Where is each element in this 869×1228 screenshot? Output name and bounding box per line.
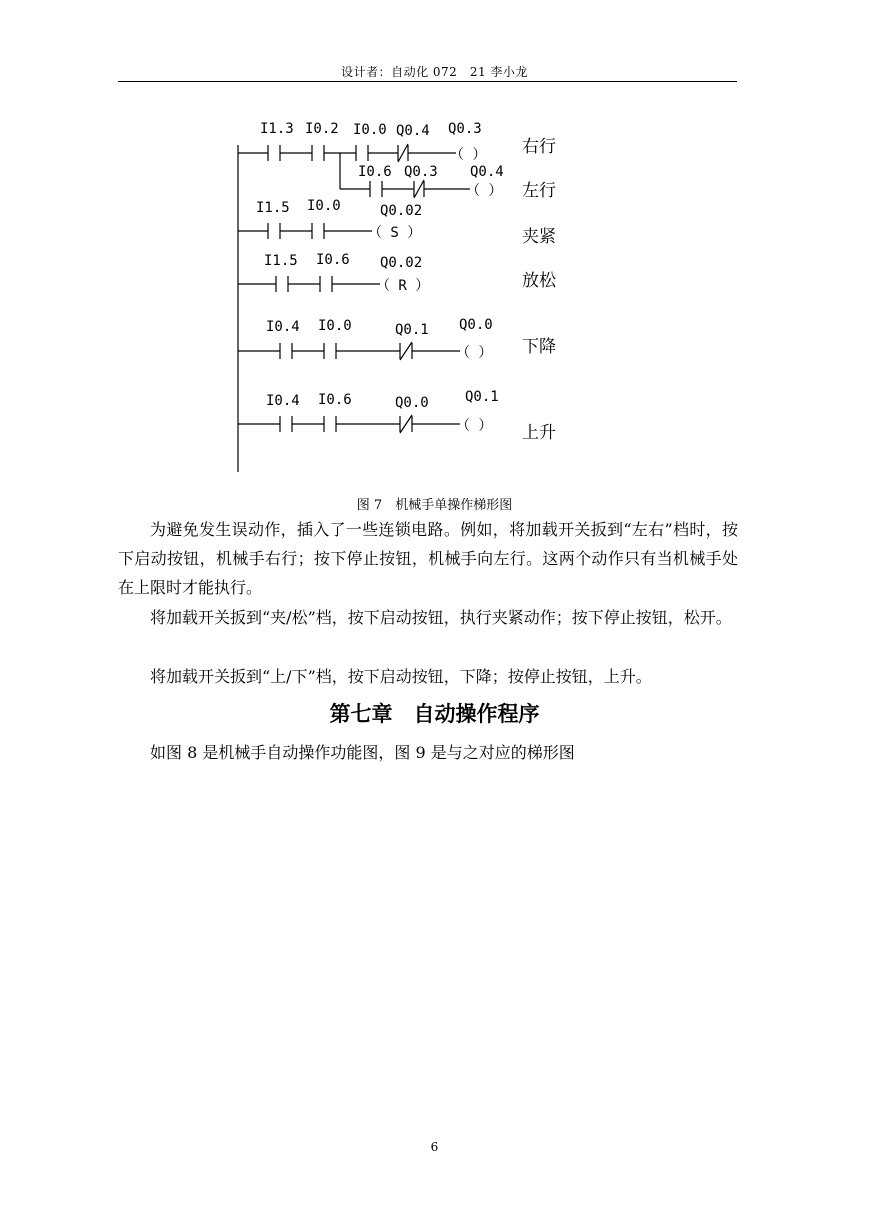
rung-4-contact-2-label: I0.6 [316,252,350,268]
rung-5-action-label: 下降 [522,337,556,357]
rung-5-coil-label: Q0.0 [459,317,493,333]
rung-6-coil-symbol: （ ） [456,418,493,434]
rung-6-contact-1-label: I0.4 [266,393,300,409]
rung-6-action-label: 上升 [522,423,556,443]
figure-caption: 图 7 机械手单操作梯形图 [356,498,513,513]
chapter-intro: 如图 8 是机械手自动操作功能图，图 9 是与之对应的梯形图 [150,743,575,762]
ladder-diagram [0,110,869,490]
rung-5-coil-symbol: （ ） [456,345,493,361]
rung-5-contact-3-label: Q0.1 [395,322,429,338]
rung-1-contact-4-label: Q0.4 [396,123,430,139]
rung-1-contact-1-label: I1.3 [260,121,294,137]
rung-3-coil-label: Q0.02 [380,203,423,219]
header-rule [118,81,737,82]
paragraph-2: 将加载开关扳到“夹/松”档，按下启动按钮，执行夹紧动作；按下停止按钮，松开。 [150,608,732,627]
rung-1-coil-label: Q0.3 [448,121,482,137]
page-number: 6 [430,1140,439,1154]
rung-6-contact-2-label: I0.6 [318,392,352,408]
rung-1-coil-symbol: （ ） [450,147,487,163]
rung-3-contact-2-label: I0.0 [307,198,341,214]
rung-6-contact-3-label: Q0.0 [395,395,429,411]
rung-3-coil-symbol: （ S ） [368,225,422,241]
page-header: 设计者：自动化 072 21 李小龙 [341,65,528,79]
rung-4-action-label: 放松 [522,271,556,291]
rung-2-contact-2-label: Q0.3 [404,164,438,180]
rung-5-contact-1-label: I0.4 [266,319,300,335]
rung-1-contact-3-label: I0.0 [353,122,387,138]
chapter-title: 第七章 自动操作程序 [329,702,540,726]
rung-4-coil-symbol: （ R ） [376,278,430,294]
rung-3-action-label: 夹紧 [522,227,556,247]
rung-1-action-label: 右行 [522,137,556,157]
rung-1-contact-2-label: I0.2 [305,121,339,137]
rung-6-coil-label: Q0.1 [465,389,499,405]
rung-4-contact-1-label: I1.5 [264,253,298,269]
rung-5-contact-2-label: I0.0 [318,318,352,334]
rung-2-coil-symbol: （ ） [466,183,503,199]
paragraph-1: 为避免发生误动作，插入了一些连锁电路。例如，将加载开关扳到“左右”档时，按下启动按钮，机械手右行；按下停止按钮，机械手向左行。这两个动作只有当机械手处在上限时才能执行。 [118,520,738,597]
rung-2-contact-1-label: I0.6 [358,164,392,180]
rung-4-coil-label: Q0.02 [380,255,423,271]
rung-2-action-label: 左行 [522,181,556,201]
paragraph-3: 将加载开关扳到“上/下”档，按下启动按钮，下降；按停止按钮，上升。 [150,667,652,686]
rung-3-contact-1-label: I1.5 [256,200,290,216]
rung-2-coil-label: Q0.4 [470,164,504,180]
